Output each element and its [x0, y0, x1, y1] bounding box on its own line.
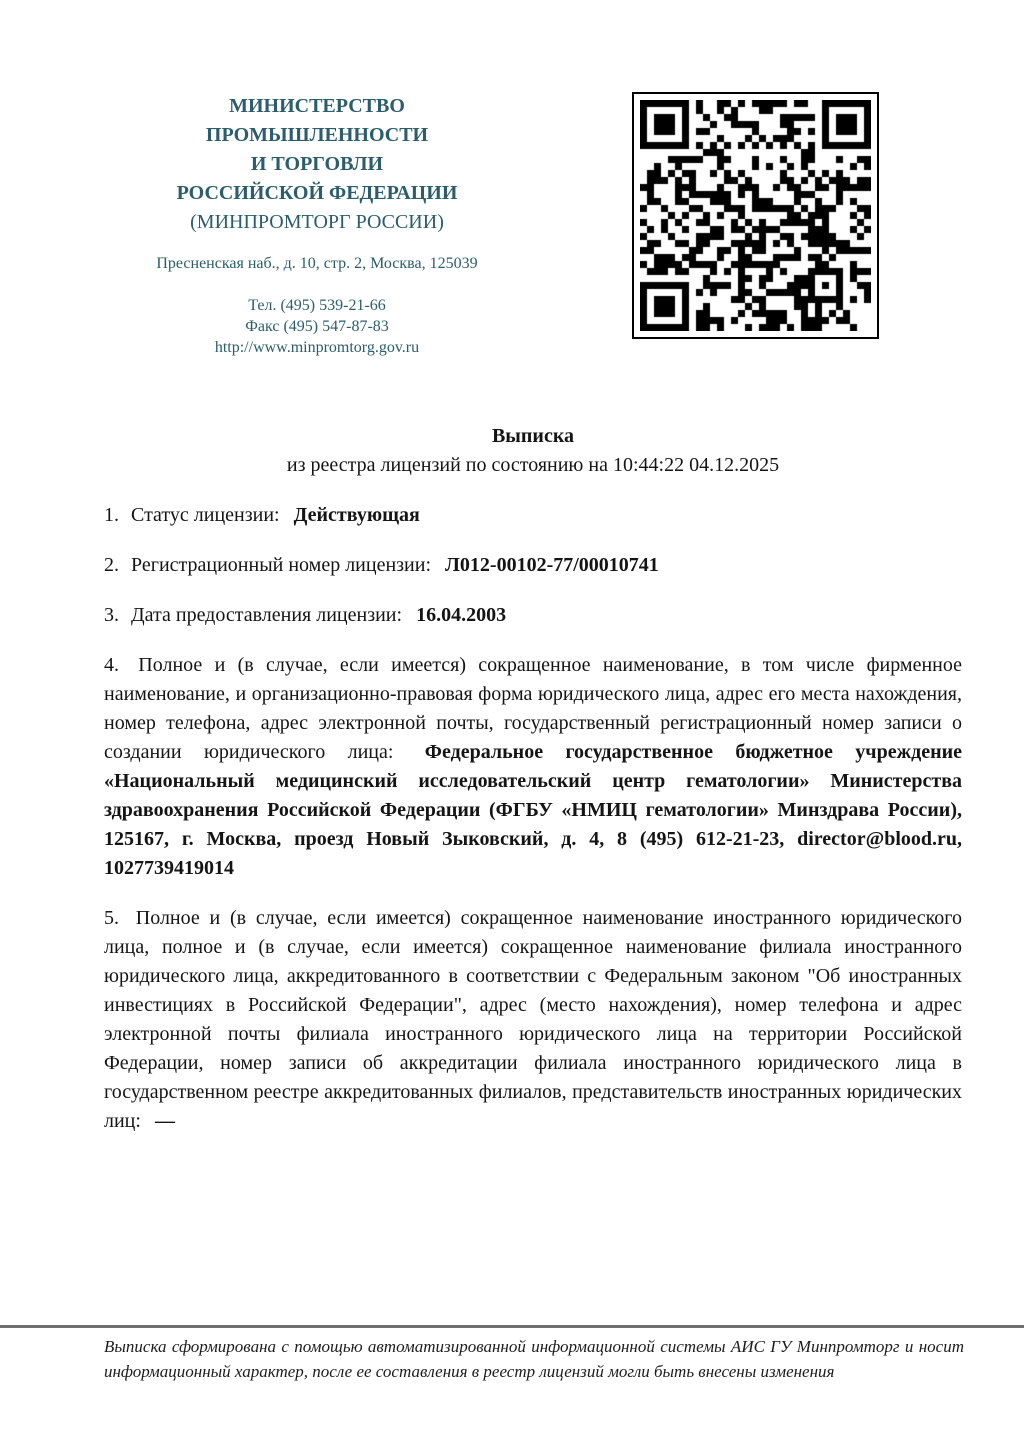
item-number: 5.: [104, 907, 119, 929]
org-address: Пресненская наб., д. 10, стр. 2, Москва, 125039: [156, 255, 478, 272]
item-number: 4.: [104, 654, 119, 676]
ministry-name-line: И ТОРГОВЛИ: [250, 153, 384, 175]
item-value: Действующая: [293, 504, 420, 526]
extract-title: Выписка: [491, 425, 575, 447]
extract-subtitle: из реестра лицензий по состоянию на 10:44:22 04.12.2025: [286, 454, 780, 476]
qr-code-pattern: [640, 100, 871, 331]
foreign-entity-item: [104, 904, 962, 1136]
licensee-info-item: [104, 651, 962, 883]
org-contacts: [104, 295, 530, 358]
license-date-item: [104, 601, 962, 630]
letterhead: [0, 0, 1024, 358]
item-value: 16.04.2003: [416, 604, 507, 626]
item-value: Федеральное государственное бюджетное учреждение «Национальный медицинский исследовательский центр гематологии» Министерства здравоохранения Российской Федерации (ФГБУ «НМИЦ гематологии» Минздрава России), 125167, г. Москва, проезд Новый Зыковский, д. 4, 8 (495) 612-21-23, director@blood.ru, 1027739419014: [104, 741, 963, 879]
item-value: —: [154, 1110, 175, 1132]
license-status-item: [104, 501, 962, 530]
item-value: Л012-00102-77/00010741: [445, 554, 659, 576]
item-label: Полное и (в случае, если имеется) сокращенное наименование иностранного юридического лица, полное и (в случае, если имеется) сокращенное наименование филиала иностранного юридического лица, аккредитованного в соответствии с Федеральным законом "Об иностранных инвестициях в Российской Федерации", адрес (место нахождения), номер телефона и адрес электронной почты филиала иностранного юридического лица на территории Российской Федерации, номер записи об аккредитации филиала иностранного юридического лица в государственном реестре аккредитованных филиалов, представительств иностранных юридических лиц:: [104, 907, 963, 1132]
footer-note: Выписка сформирована с помощью автоматизированной информационной системы АИС ГУ Минпромторг и носит информационный характер, после ее составления в реестр лицензий могли быть внесены изменения: [104, 1337, 964, 1381]
extract-body: [104, 422, 962, 1136]
footer: [0, 1325, 1024, 1384]
item-number: 2.: [104, 554, 119, 576]
ministry-name-line: РОССИЙСКОЙ ФЕДЕРАЦИИ: [176, 182, 458, 204]
qr-code-icon: [632, 92, 879, 339]
ministry-name: [104, 92, 530, 208]
ministry-name-line: МИНИСТЕРСТВО: [229, 95, 405, 117]
org-phone: Тел. (495) 539-21-66: [248, 297, 386, 314]
org-fax: Факс (495) 547-87-83: [245, 318, 389, 335]
item-number: 3.: [104, 604, 119, 626]
item-label: Дата предоставления лицензии:: [131, 604, 403, 626]
ministry-name-line: ПРОМЫШЛЕННОСТИ: [205, 124, 429, 146]
item-label: Регистрационный номер лицензии:: [131, 554, 432, 576]
item-label: Статус лицензии:: [131, 504, 280, 526]
license-regnumber-item: [104, 551, 962, 580]
item-label: Полное и (в случае, если имеется) сокращенное наименование, в том числе фирменное наименование, и организационно-правовая форма юридического лица, адрес его места нахождения, номер телефона, адрес электронной почты, государственный регистрационный номер записи о создании юридического лица:: [104, 654, 962, 763]
ministry-short-name: (МИНПРОМТОРГ РОССИИ): [190, 211, 444, 233]
ministry-block: [104, 92, 530, 358]
item-number: 1.: [104, 504, 119, 526]
org-website: http://www.minpromtorg.gov.ru: [214, 339, 420, 356]
